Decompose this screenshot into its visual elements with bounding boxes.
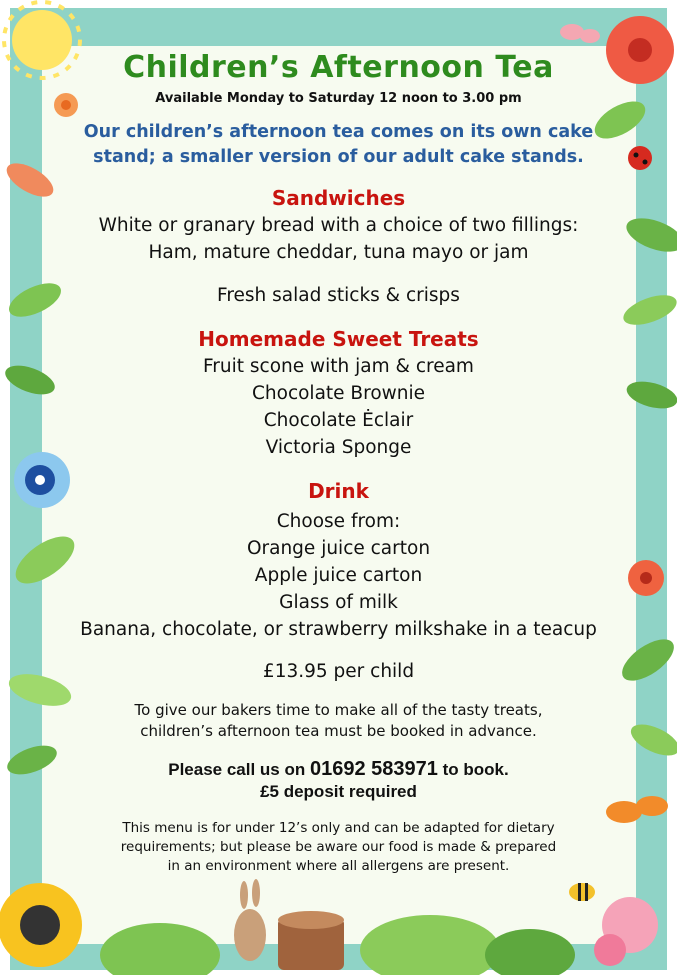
drink-intro: Choose from: <box>276 511 401 532</box>
price: £13.95 per child <box>262 661 415 682</box>
page-title: Children’s Afternoon Tea <box>123 50 554 85</box>
booking-note-line-1: To give our bakers time to make all of the tasty treats, <box>134 701 543 719</box>
deposit-note: £5 deposit required <box>260 782 417 801</box>
intro-line-1: Our children’s afternoon tea comes on its own cake <box>83 122 594 142</box>
sandwiches-line-1: White or granary bread with a choice of two fillings: <box>98 215 579 236</box>
sweets-heading: Homemade Sweet Treats <box>198 327 479 351</box>
sweet-item: Fruit scone with jam & cream <box>203 356 474 377</box>
drink-heading: Drink <box>308 479 369 503</box>
sandwiches-line-2: Ham, mature cheddar, tuna mayo or jam <box>148 242 529 263</box>
drink-item: Apple juice carton <box>254 565 423 586</box>
phone-number: 01692 583971 <box>309 758 438 780</box>
call-suffix: to book. <box>442 760 509 779</box>
sandwiches-extra: Fresh salad sticks & crisps <box>217 285 460 306</box>
sweet-item: Chocolate Ėclair <box>263 410 414 431</box>
drink-item: Glass of milk <box>279 592 398 613</box>
call-line <box>0 758 677 781</box>
intro-line-2: stand; a smaller version of our adult cake stands. <box>93 147 584 167</box>
allergen-note-line-2: requirements; but please be aware our food is made & prepared <box>120 839 557 855</box>
allergen-note-line-3: in an environment where all allergens are present. <box>167 858 510 874</box>
sweet-item: Chocolate Brownie <box>251 383 426 404</box>
booking-note-line-2: children’s afternoon tea must be booked in advance. <box>140 722 537 740</box>
allergen-note-line-1: This menu is for under 12’s only and can be adapted for dietary <box>122 820 555 836</box>
drink-item: Banana, chocolate, or strawberry milkshake in a teacup <box>80 619 597 640</box>
sweet-item: Victoria Sponge <box>265 437 412 458</box>
drink-item: Orange juice carton <box>246 538 431 559</box>
sandwiches-heading: Sandwiches <box>271 186 406 210</box>
call-prefix: Please call us on <box>168 760 306 779</box>
availability: Available Monday to Saturday 12 noon to 3.00 pm <box>155 91 522 106</box>
